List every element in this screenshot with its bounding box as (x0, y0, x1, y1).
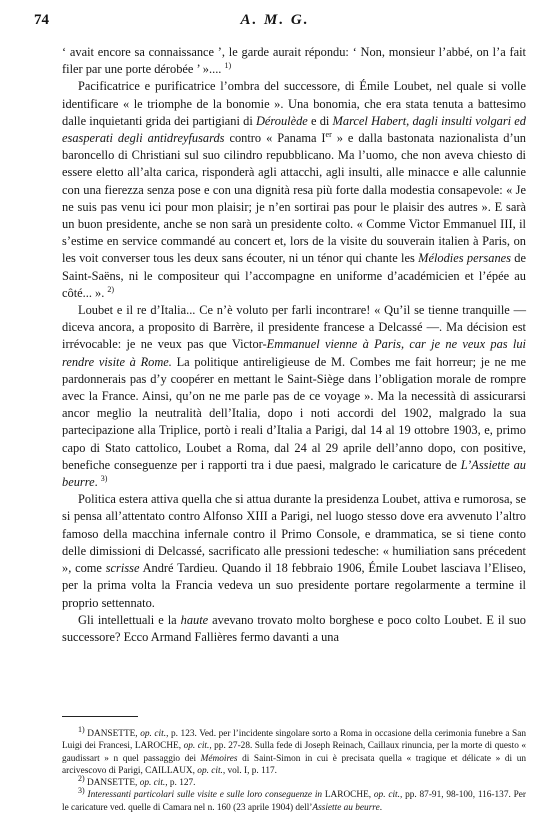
text-run: Gli intellettuali e la (78, 612, 181, 627)
italic-text: op. cit. (183, 741, 210, 752)
text-run: contro « Panama I (224, 131, 326, 146)
italic-text: Déroulède (255, 113, 308, 128)
italic-text: Emmanuel vienne à Paris, car je ne veux pas lui rendre visite à Rome. (62, 337, 526, 369)
text-run: La politique antireligieuse de M. Combes me fait horreur; je ne me pardonnerais pas d’y coopérer en mettant le Saint-Siège dans l’obligation morale de rompre avec la France. Ainsi, qu’on ne me parle pas de ce voyage ». Ma la necessità di assicurarsi ancor meglio la neutralità dell’Italia, dopo i noti accordi del 1902, malgrado la sua partecipazione alla Triplice, portò i reali d’Italia a Parigi, dal 14 al 19 ottobre 1903, e, primo capo di Stato cattolico, Loubet a Roma, dal 24 al 29 aprile dell’anno dopo, con positive, benefiche conseguenze per i rapporti tra i due paesi, malgrado le caricature de (62, 354, 526, 472)
note-marker: 1) (78, 724, 85, 734)
text-run: André Tardieu. Quando il 18 febbraio 1906, Émile Loubet lasciava l’Eliseo, per la prima volta la Francia vedeva un suo presidente portare regolarmente a termine il proprio settennato. (62, 561, 526, 610)
text-run: Loubet e il re d’Italia... Ce n’è voluto per farli incontrare! « Qu’il se tienne tranquille — diceva ancora, a proposito di Barrère, il presidente francese a Delcassé —. Ma décision est irrévocable: je ne veux pas que Victor- (62, 303, 526, 352)
text-run: DANSETTE, (84, 778, 140, 789)
italic-text: Marcel Habert (332, 113, 407, 128)
body-text (62, 44, 526, 646)
paragraph (62, 612, 526, 646)
text-run: Politica estera attiva quella che si attua durante la presidenza Loubet, attiva e rumorosa, se si pensa all’attentato contro Alfonso XIII a Parigi, nel luogo stesso dove era avvenuto l’altro famoso della macchina infernale contro il Primo Console, e drammatica, se si tiene conto delle dimissioni di Delcassé, sacrificato alle pressioni tedesche: « humiliation sans précedent », come (62, 492, 526, 576)
footnote (62, 724, 527, 777)
footnote-divider (62, 716, 138, 717)
text-run: , (406, 113, 413, 128)
note-marker: 3) (78, 786, 85, 796)
note-marker: 1) (224, 61, 232, 71)
footnotes (62, 724, 527, 814)
text-run: de Saint-Saëns, ni le compositeur qui l’accompagne en uniforme d’académicien et l’épée au côté... ». (62, 251, 526, 300)
footnote (62, 774, 526, 789)
text-run: , pp. 27-28. Sulla fede di Joseph Reinach, Caillaux rinuncia, per la morte di questo « gaudissart » n quel passaggio dei (62, 741, 527, 764)
text-run: Pacificatrice e purificatrice l’ombra del successore, di Émile Loubet, nel quale si volle identificare « le triomphe de la bonomie ». Una bonomia, che era stata tenuta a battesimo dalle inquietanti grida dei partigiani di (62, 79, 526, 128)
paragraph (62, 491, 526, 611)
text-run: avevano trovato molto borghese e poco colto Loubet. E il suo successore? Ecco Armand Fallières fermo davanti a una (62, 612, 526, 644)
italic-text: op. cit. (139, 778, 166, 789)
italic-text: Mémoires (200, 753, 238, 764)
text-run: , pp. 87-91, 98-100, 116-137. Per le caricature ved. quelle di Camara nel n. 160 (23 aprile 1904) dell’ (62, 790, 527, 813)
text-run: di Saint-Simon in cui è precisata quella « tragique et délicate » di un arcivescovo di Parigi, CAILLAUX, (62, 753, 527, 776)
footnote (62, 786, 527, 814)
text-run: . (94, 475, 101, 490)
italic-text: Mélodies persanes (418, 251, 511, 266)
text-run: DANSETTE, (84, 729, 141, 739)
note-marker: 3) (100, 473, 108, 483)
page-header (34, 12, 516, 36)
italic-text: Interessanti particolari sulle visite e sulle loro conseguenze in (87, 790, 323, 801)
note-marker: er (325, 129, 332, 139)
italic-text: op. cit. (373, 790, 400, 801)
note-marker: 2) (107, 284, 115, 294)
page-number: 74 (34, 12, 49, 28)
text-run: ‘ avait encore sa connaissance ’, le garde aurait répondu: ‘ Non, monsieur l’abbé, on l’a fait filer par une porte dérobée ’ ».... (62, 45, 526, 77)
running-title: A. M. G. (240, 12, 310, 28)
paragraph (62, 302, 526, 491)
italic-text: op. cit. (140, 729, 167, 739)
note-marker: 2) (78, 774, 85, 784)
paragraph (62, 78, 526, 302)
italic-text: dagli insulti volgari ed esasperati degli antidreyfusards (62, 113, 526, 146)
italic-text: L’Assiette au beurre (62, 457, 527, 490)
italic-text: haute (180, 612, 209, 627)
italic-text: op. cit. (197, 765, 223, 776)
text-run: . (379, 802, 383, 813)
text-run: » e dalla bastonata nazionalista d’un baroncello di Christiani sul suo cilindro repubblicano. Ma l’uomo, che non aveva chiesto di essere eletto all’alta carica, risponderà agli attacchi, agli insulti, alle minacce e alle calunnie con una fierezza senza pose e con una dignità resa più forte dalla modestia consapevole: « Je ne suis pas venu ici pour mon plaisir; je n’en sortirai pas pour le plaisir des autres ». E sarà un buon presidente, anche se non sarà un presidente colto. « Comme Victor Emmanuel III, il s’estime en service commandé au concert et, lors de la visite du souverain italien à Paris, on les voit converser tous les deux sans écouter, ni un ténor qui chante les (62, 131, 526, 266)
text-run: e di (307, 113, 333, 128)
text-run: , p. 127. (165, 778, 196, 789)
text-run: , vol. I, p. 117. (222, 765, 278, 776)
paragraph (62, 44, 526, 78)
text-run: , p. 123. Ved. per l’incidente singolare sorto a Roma in occasione della cerimonia funebre a San Luigi dei Francesi, LAROCHE, (62, 729, 526, 752)
italic-text: Assiette au beurre (312, 802, 380, 813)
italic-text: scrisse (105, 561, 140, 576)
text-run: LAROCHE, (322, 790, 374, 801)
